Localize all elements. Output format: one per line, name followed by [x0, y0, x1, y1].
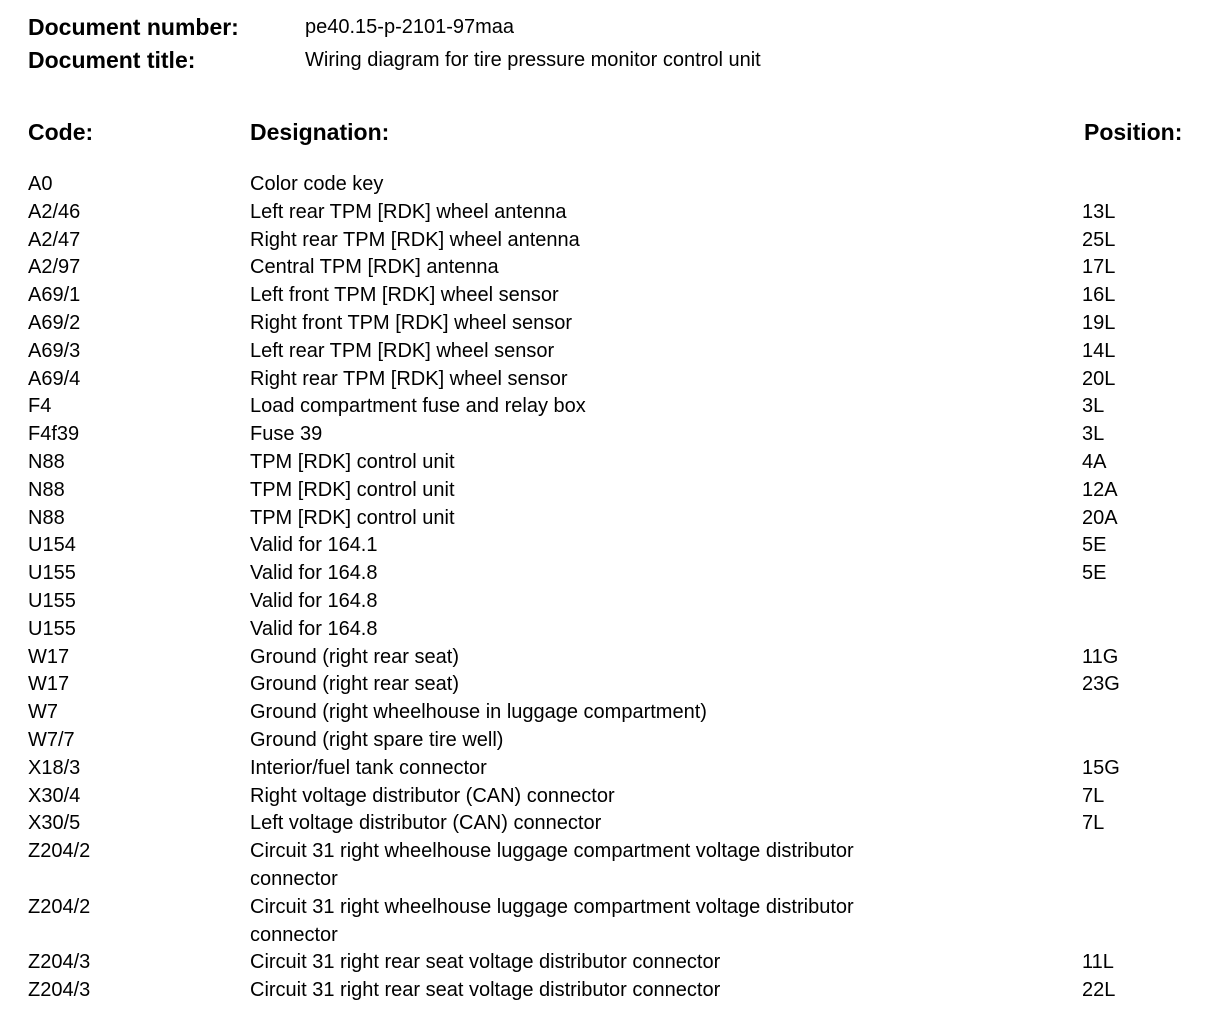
position-cell: 22L — [1082, 979, 1116, 1002]
column-header-position: Position: — [1084, 119, 1183, 145]
code-cell: X30/5 — [28, 812, 81, 835]
code-cell: W17 — [28, 645, 70, 668]
table-row — [28, 949, 1203, 977]
code-cell: Z204/3 — [28, 951, 91, 974]
designation-cell: Load compartment fuse and relay box — [250, 395, 586, 418]
designation-cell: Circuit 31 right wheelhouse luggage compartment voltage distributor connector — [250, 840, 854, 890]
table-row — [28, 393, 1203, 421]
table-row — [28, 838, 1203, 894]
designation-cell: Valid for 164.8 — [250, 617, 378, 640]
designation-cell: Ground (right wheelhouse in luggage compartment) — [250, 701, 707, 724]
table-row — [28, 227, 1203, 255]
position-cell: 20A — [1082, 506, 1118, 529]
table-header — [28, 119, 1203, 149]
table-row — [28, 421, 1203, 449]
table-row — [28, 449, 1203, 477]
table-row — [28, 810, 1203, 838]
code-cell: W17 — [28, 673, 70, 696]
table-row — [28, 977, 1203, 1005]
code-cell: A2/46 — [28, 200, 81, 223]
document-title-label: Document title: — [28, 47, 196, 73]
position-cell: 3L — [1082, 423, 1105, 446]
designation-cell: Left front TPM [RDK] wheel sensor — [250, 284, 559, 307]
designation-cell: TPM [RDK] control unit — [250, 506, 455, 529]
code-cell: Z204/2 — [28, 895, 91, 918]
table-row — [28, 532, 1203, 560]
position-cell: 11G — [1082, 645, 1119, 668]
code-cell: X18/3 — [28, 756, 81, 779]
code-cell: N88 — [28, 478, 65, 501]
designation-cell: Right voltage distributor (CAN) connector — [250, 784, 615, 807]
position-cell: 11L — [1082, 951, 1114, 974]
code-cell: F4 — [28, 395, 52, 418]
code-cell: A69/2 — [28, 311, 81, 334]
code-cell: U155 — [28, 562, 76, 585]
designation-cell: TPM [RDK] control unit — [250, 450, 455, 473]
document-title-value: Wiring diagram for tire pressure monitor control unit — [305, 49, 761, 71]
table-row — [28, 254, 1203, 282]
designation-cell: Interior/fuel tank connector — [250, 756, 487, 779]
designation-cell: Central TPM [RDK] antenna — [250, 256, 499, 279]
designation-cell: Color code key — [250, 173, 384, 195]
designation-cell: Right front TPM [RDK] wheel sensor — [250, 311, 572, 334]
code-cell: N88 — [28, 506, 65, 529]
table-row — [28, 644, 1203, 672]
code-cell: A69/1 — [28, 284, 81, 307]
position-cell: 12A — [1082, 478, 1118, 501]
code-cell: F4f39 — [28, 423, 80, 446]
table-row — [28, 366, 1203, 394]
code-cell: Z204/2 — [28, 840, 91, 863]
designation-cell: TPM [RDK] control unit — [250, 478, 455, 501]
designation-cell: Left rear TPM [RDK] wheel sensor — [250, 339, 555, 362]
position-cell: 19L — [1082, 311, 1116, 334]
position-cell: 7L — [1082, 784, 1105, 807]
column-header-code: Code: — [28, 119, 94, 145]
table-row — [28, 282, 1203, 310]
table-row — [28, 783, 1203, 811]
table-row — [28, 199, 1203, 227]
code-cell: U154 — [28, 534, 76, 557]
code-cell: A0 — [28, 173, 53, 195]
position-cell: 17L — [1082, 256, 1116, 279]
designation-cell: Circuit 31 right wheelhouse luggage compartment voltage distributor connector — [250, 895, 854, 946]
designation-cell: Left voltage distributor (CAN) connector — [250, 812, 602, 835]
code-cell: A69/3 — [28, 339, 81, 362]
position-cell: 16L — [1082, 284, 1116, 307]
table-row — [28, 755, 1203, 783]
code-cell: U155 — [28, 617, 76, 640]
designation-cell: Valid for 164.8 — [250, 589, 378, 612]
code-cell: X30/4 — [28, 784, 81, 807]
designation-cell: Valid for 164.8 — [250, 562, 378, 585]
position-cell: 5E — [1082, 562, 1107, 585]
position-cell: 4A — [1082, 450, 1107, 473]
designation-cell: Ground (right spare tire well) — [250, 728, 504, 751]
designation-cell: Right rear TPM [RDK] wheel antenna — [250, 228, 580, 251]
document-number-label: Document number: — [28, 14, 239, 40]
document-number-row — [28, 14, 1178, 42]
table-row — [28, 727, 1203, 755]
table-row — [28, 171, 1203, 199]
designation-cell: Circuit 31 right rear seat voltage distributor connector — [250, 979, 721, 1002]
designation-cell: Ground (right rear seat) — [250, 645, 459, 668]
position-cell: 15G — [1082, 756, 1120, 779]
document-title-row — [28, 47, 1178, 75]
column-header-designation: Designation: — [250, 119, 390, 145]
table-row — [28, 505, 1203, 533]
position-cell: 20L — [1082, 367, 1116, 390]
code-cell: W7 — [28, 701, 58, 724]
designation-cell: Right rear TPM [RDK] wheel sensor — [250, 367, 568, 390]
code-cell: A2/47 — [28, 228, 81, 251]
position-cell: 7L — [1082, 812, 1105, 835]
position-cell: 5E — [1082, 534, 1107, 557]
position-cell: 23G — [1082, 673, 1120, 696]
code-cell: W7/7 — [28, 728, 75, 751]
table-row — [28, 310, 1203, 338]
document-number-value: pe40.15-p-2101-97maa — [305, 16, 515, 38]
component-list — [28, 171, 1203, 1005]
code-cell: A69/4 — [28, 367, 81, 390]
table-row — [28, 588, 1203, 616]
code-cell: N88 — [28, 450, 65, 473]
code-cell: A2/97 — [28, 256, 81, 279]
position-cell: 13L — [1082, 200, 1116, 223]
designation-cell: Left rear TPM [RDK] wheel antenna — [250, 200, 567, 223]
code-cell: U155 — [28, 589, 76, 612]
position-cell: 3L — [1082, 395, 1105, 418]
table-row — [28, 338, 1203, 366]
table-row — [28, 671, 1203, 699]
table-row — [28, 477, 1203, 505]
designation-cell: Valid for 164.1 — [250, 534, 378, 557]
code-cell: Z204/3 — [28, 979, 91, 1002]
designation-cell: Fuse 39 — [250, 423, 323, 446]
designation-cell: Circuit 31 right rear seat voltage distributor connector — [250, 951, 721, 974]
table-row — [28, 560, 1203, 588]
position-cell: 14L — [1082, 339, 1116, 362]
table-row — [28, 699, 1203, 727]
designation-cell: Ground (right rear seat) — [250, 673, 459, 696]
table-row — [28, 894, 1203, 950]
table-row — [28, 616, 1203, 644]
position-cell: 25L — [1082, 228, 1116, 251]
